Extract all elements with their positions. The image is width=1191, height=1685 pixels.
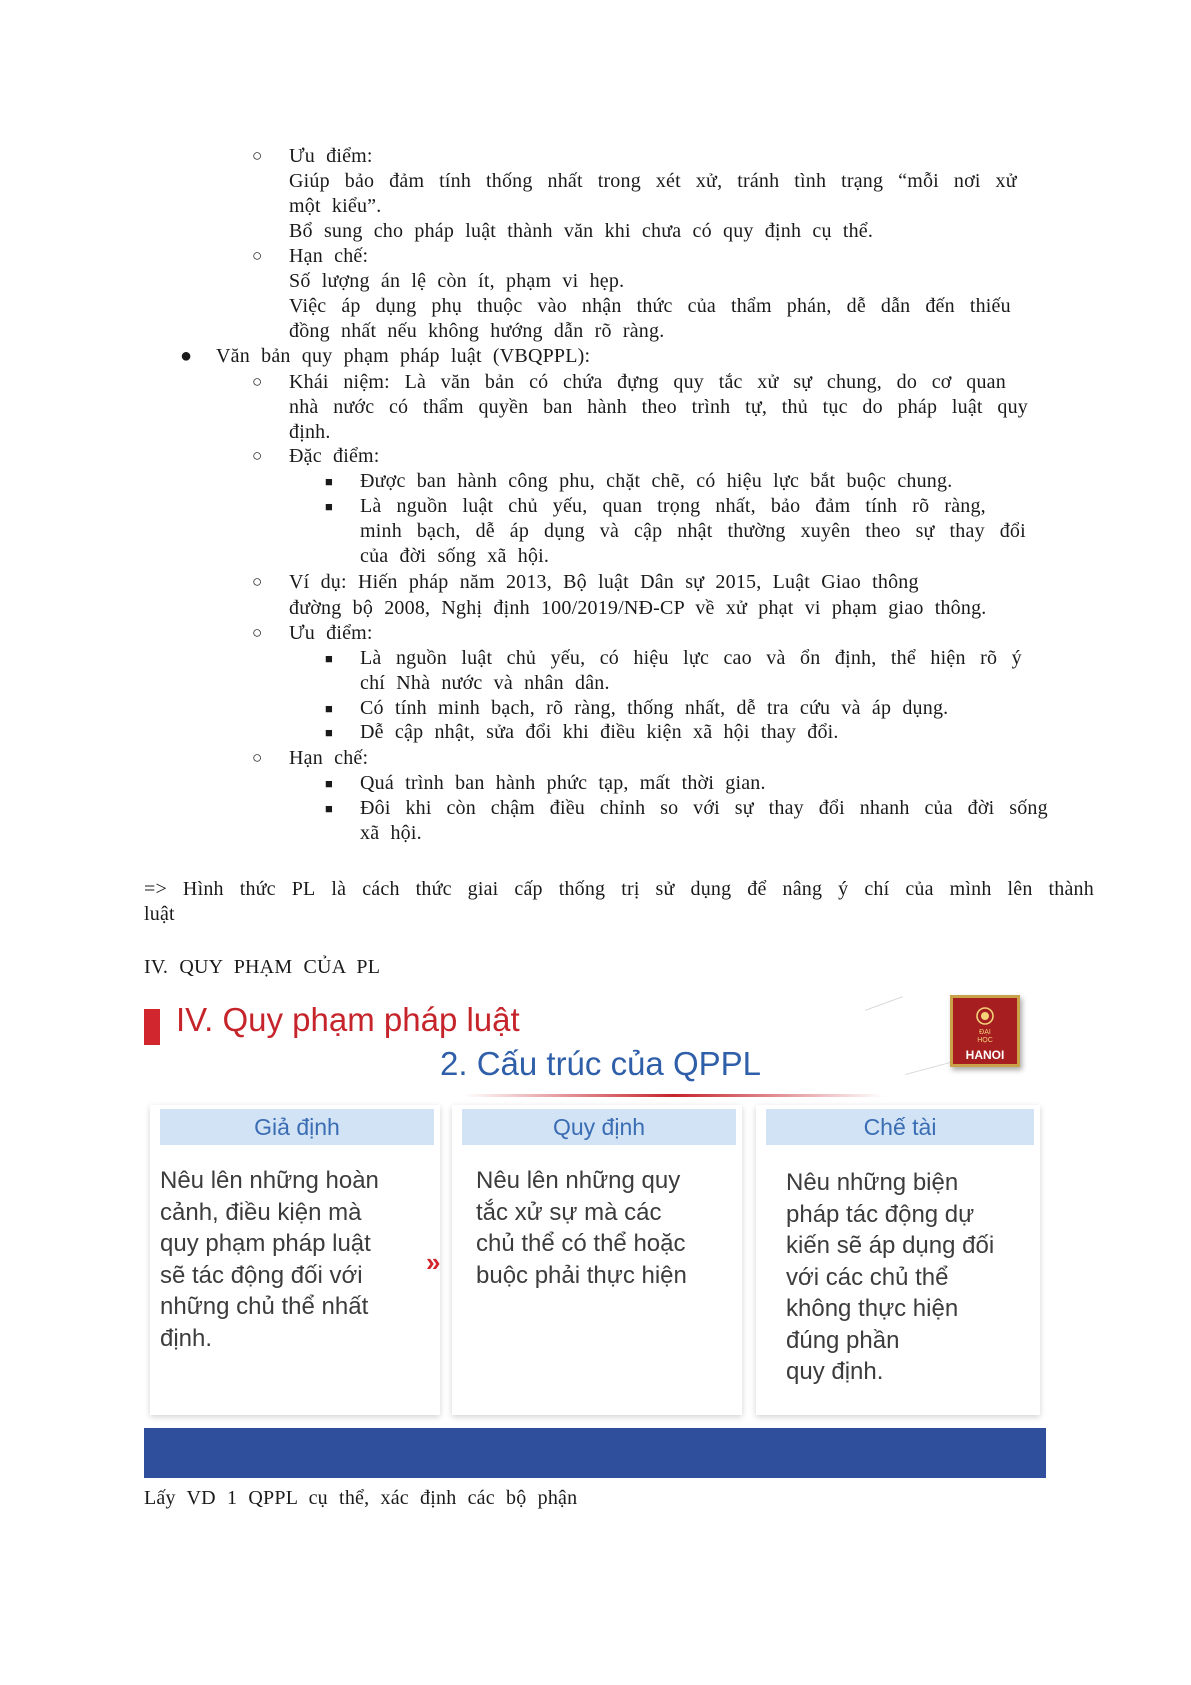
word: Là [404, 371, 427, 393]
uu-diem-vbqppl-label: Ưu điểm: [289, 622, 373, 644]
word: thức [415, 878, 452, 900]
word: theo [641, 396, 677, 418]
khai-niem-line-1 [289, 370, 1006, 394]
word: nguồn [395, 647, 447, 669]
word: Việc [289, 295, 327, 317]
word: nguồn [396, 495, 448, 517]
body-line: Nêu lên những hoàn [160, 1167, 379, 1194]
word: trong [597, 170, 641, 192]
square-bullet: ■ [325, 474, 333, 489]
vi-du-line-2: đường bộ 2008, Nghị định 100/2019/NĐ-CP về xử phạt vi phạm giao thông. [289, 597, 987, 619]
uu-diem-line-2: một kiểu”. [289, 195, 382, 217]
word: bảo [344, 170, 375, 192]
word: yếu, [552, 495, 588, 517]
word: quan [966, 371, 1006, 393]
word: dụng [375, 295, 417, 317]
word: tục [822, 396, 848, 418]
circle-bullet: ○ [252, 246, 263, 265]
word: cao [723, 647, 752, 669]
body-line: chủ thể có thể hoặc [476, 1230, 686, 1257]
word: thể [890, 647, 916, 669]
word: của [687, 295, 716, 317]
word: theo [865, 520, 901, 542]
square-bullet: ■ [325, 499, 333, 514]
word: tình [794, 170, 827, 192]
word: xử, [695, 170, 723, 192]
word: mình [949, 878, 992, 900]
word: phán, [786, 295, 832, 317]
square-bullet: ■ [325, 776, 333, 791]
word: đảm [389, 170, 425, 192]
chevron-right-icon: » [426, 1247, 441, 1277]
word: sự [915, 520, 935, 542]
han-che-item-1: Quá trình ban hành phức tạp, mất thời gian. [360, 772, 766, 794]
word: cấp [514, 878, 543, 900]
uu-diem-item-2: Có tính minh bạch, rõ ràng, thống nhất, dễ tra cứu và áp dụng. [360, 697, 949, 719]
slide-subtitle: 2. Cấu trúc của QPPL [440, 1045, 761, 1082]
word: quan [602, 495, 643, 517]
word: xử [995, 170, 1017, 192]
word: xuyên [800, 520, 851, 542]
word: nhất [547, 170, 583, 192]
word: đựng [617, 371, 659, 393]
slide-bottom-bar [144, 1428, 1046, 1478]
word: so [660, 797, 679, 819]
word: nơi [953, 170, 981, 192]
word: bản [484, 371, 515, 393]
word: áp [509, 520, 530, 542]
column-header: Quy định [462, 1109, 736, 1145]
word: Hình [182, 878, 224, 900]
column-body [786, 1167, 994, 1388]
word: ban [543, 396, 573, 418]
uu-diem-item-1-line-1 [360, 646, 1022, 670]
word: “mỗi [898, 170, 939, 192]
column-header: Giả định [160, 1109, 434, 1145]
square-bullet: ■ [325, 651, 333, 666]
word: Là [360, 647, 382, 669]
word: chỉnh [599, 797, 646, 819]
word: thủ [781, 396, 808, 418]
body-line: sẽ tác động đối với [160, 1261, 363, 1289]
word: chứa [563, 371, 603, 393]
word: do [862, 396, 883, 418]
word: tự, [745, 396, 768, 418]
word: bạch, [416, 520, 461, 542]
word: tránh [737, 170, 780, 192]
dac-diem-item-2-line-3: của đời sống xã hội. [360, 545, 550, 567]
word: nhận [581, 295, 622, 317]
word: chí [864, 878, 890, 900]
han-che-line-1: Số lượng án lệ còn ít, phạm vi hẹp. [289, 270, 625, 292]
word: do [896, 371, 918, 393]
body-line: buộc phải thực hiện [476, 1261, 687, 1289]
word: cập [633, 520, 663, 542]
word: thức [636, 295, 673, 317]
logo-hanoi-text: HANOI [965, 1048, 1005, 1062]
word: là [331, 878, 347, 900]
column-body [160, 1165, 379, 1354]
body-line: những chủ thể nhất [160, 1293, 369, 1320]
word: PL [291, 878, 316, 900]
word: thống [486, 170, 533, 192]
khai-niem-line-3: định. [289, 421, 331, 443]
word: đổi [999, 520, 1026, 542]
body-line: không thực hiện [786, 1295, 959, 1322]
han-che-item-2-line-1 [360, 796, 1048, 820]
word: xử [757, 371, 779, 393]
word: chủ [508, 495, 538, 517]
word: đổi [818, 797, 845, 819]
word: nhanh [859, 797, 910, 819]
word: thiếu [969, 295, 1011, 317]
square-bullet: ■ [325, 701, 333, 716]
body-line: định. [160, 1324, 213, 1352]
body-line: với các chủ thể [786, 1263, 949, 1291]
word: trình [691, 396, 731, 418]
word: chung, [826, 371, 882, 393]
conclusion-line-2: luật [144, 903, 175, 925]
uu-diem-item-3: Dễ cập nhật, sửa đổi khi điều kiện xã hội thay đổi. [360, 721, 839, 743]
word: vào [537, 295, 567, 317]
word: tính [439, 170, 472, 192]
word: và [766, 647, 786, 669]
word: nước [333, 396, 375, 418]
word: luật [461, 647, 493, 669]
word: chậm [490, 797, 535, 819]
word: tắc [718, 371, 743, 393]
word: nâng [782, 878, 823, 900]
body-line: cảnh, điều kiện mà [160, 1198, 362, 1226]
word: lên [1007, 878, 1033, 900]
uu-diem-item-1-line-2: chí Nhà nước và nhân dân. [360, 672, 610, 694]
slide-title: IV. Quy phạm pháp luật [176, 1001, 520, 1038]
word: xét [655, 170, 681, 192]
word: ý [1011, 647, 1022, 669]
word: lực [683, 647, 710, 669]
word: dẫn [880, 295, 911, 317]
word: dụng [690, 878, 732, 900]
word: sống [1009, 797, 1048, 819]
word: phụ [431, 295, 463, 317]
dac-diem-item-2-line-1 [360, 494, 986, 518]
word: thường [727, 520, 786, 542]
structure-column-quy-dinh [452, 1105, 742, 1415]
word: bảo [770, 495, 801, 517]
word: quyền [478, 396, 529, 418]
word: Khái [289, 371, 329, 393]
vi-du-line-1: Ví dụ: Hiến pháp năm 2013, Bộ luật Dân sự 2015, Luật Giao thông [289, 571, 919, 593]
word: niệm: [343, 371, 390, 393]
example-caption: Lấy VD 1 QPPL cụ thể, xác định các bộ phận [144, 1487, 578, 1509]
structure-column-che-tai [756, 1105, 1040, 1415]
title-accent-bar [144, 1009, 160, 1045]
word: văn [440, 371, 471, 393]
body-line: Nêu lên những quy [476, 1167, 681, 1194]
word: khi [405, 797, 432, 819]
dac-diem-item-1: Được ban hành công phu, chặt chẽ, có hiệu lực bắt buộc chung. [360, 470, 953, 492]
word: đảm [815, 495, 851, 517]
circle-bullet: ○ [252, 146, 263, 165]
circle-bullet: ○ [252, 748, 263, 767]
word: hiện [930, 647, 966, 669]
word: dễ [846, 295, 866, 317]
dac-diem-item-2-line-2 [360, 519, 1026, 543]
body-line: tắc xử sự mà các [476, 1198, 662, 1226]
body-line: quy phạm pháp luật [160, 1230, 371, 1257]
word: ổn [800, 647, 821, 669]
logo-text-line-1: ĐẠI [979, 1029, 991, 1036]
word: thẩm [730, 295, 772, 317]
word: áp [341, 295, 361, 317]
uu-diem-line-1 [289, 169, 1017, 193]
word: thành [1048, 878, 1094, 900]
word: có [388, 396, 409, 418]
word: trọng [657, 495, 701, 517]
word: yếu, [550, 647, 586, 669]
word: với [693, 797, 720, 819]
word: hành [587, 396, 627, 418]
body-line: pháp tác động dự [786, 1200, 975, 1228]
word: sử [655, 878, 675, 900]
word: và [599, 520, 620, 542]
word: ràng, [944, 495, 986, 517]
circle-bullet: ○ [252, 623, 263, 642]
circle-bullet: ○ [252, 572, 263, 591]
word: trạng [841, 170, 884, 192]
body-line: quy định. [786, 1358, 884, 1385]
word: định, [834, 647, 877, 669]
body-line: kiến sẽ áp dụng đối [786, 1232, 995, 1259]
body-line: đúng phần [786, 1326, 900, 1354]
uu-diem-line-3: Bổ sung cho pháp luật thành văn khi chưa có quy định cụ thể. [289, 220, 874, 242]
word: hiệu [633, 647, 669, 669]
han-che-vbqppl-label: Hạn chế: [289, 747, 369, 769]
khai-niem-line-2 [289, 395, 1028, 419]
word: cách [362, 878, 400, 900]
word: quy [997, 396, 1028, 418]
word: => [144, 878, 167, 900]
vbqppl-heading: Văn bản quy phạm pháp luật (VBQPPL): [216, 345, 591, 367]
han-che-line-2 [289, 294, 1011, 318]
word: giai [467, 878, 499, 900]
word: luật [951, 396, 983, 418]
column-body [476, 1165, 687, 1291]
university-logo [950, 995, 1020, 1067]
word: chủ [506, 647, 537, 669]
word: pháp [897, 396, 938, 418]
word: Đôi [360, 797, 391, 819]
square-bullet: ■ [325, 725, 333, 740]
circle-bullet: ○ [252, 446, 263, 465]
word: đến [925, 295, 955, 317]
word: rõ [912, 495, 930, 517]
word: dụng [544, 520, 585, 542]
dac-diem-label: Đặc điểm: [289, 445, 380, 467]
word: ý [838, 878, 849, 900]
word: sự [793, 371, 813, 393]
word: của [905, 878, 934, 900]
square-bullet: ■ [325, 801, 333, 816]
word: trị [621, 878, 640, 900]
logo-text-line-2: HỌC [977, 1037, 993, 1044]
word: để [747, 878, 767, 900]
word: luật [462, 495, 494, 517]
slide-image [144, 985, 1046, 1482]
word: có [599, 647, 620, 669]
uu-diem-label: Ưu điểm: [289, 145, 373, 167]
word: điều [549, 797, 585, 819]
word: thuộc [477, 295, 523, 317]
word: có [529, 371, 549, 393]
word: thay [768, 797, 804, 819]
word: nhà [289, 396, 319, 418]
word: thức [239, 878, 276, 900]
word: nhật [677, 520, 713, 542]
word: thay [949, 520, 985, 542]
word: minh [360, 520, 402, 542]
word: còn [446, 797, 476, 819]
word: Giúp [289, 170, 330, 192]
word: Là [360, 495, 382, 517]
word: dễ [475, 520, 495, 542]
word: sự [734, 797, 754, 819]
han-che-line-3: đồng nhất nếu không hướng dẫn rõ ràng. [289, 320, 665, 342]
word: của [924, 797, 953, 819]
decor-line [865, 996, 903, 1011]
emblem-icon [975, 1006, 995, 1026]
han-che-item-2-line-2: xã hội. [360, 822, 422, 844]
word: thẩm [422, 396, 464, 418]
han-che-label: Hạn chế: [289, 245, 369, 267]
column-header: Chế tài [766, 1109, 1034, 1145]
conclusion-line-1 [144, 877, 1094, 901]
word: rõ [980, 647, 998, 669]
body-line: Nêu những biện [786, 1169, 959, 1196]
subtitle-underline [464, 1094, 884, 1097]
structure-column-gia-dinh [150, 1105, 440, 1415]
disc-bullet: ● [180, 345, 193, 367]
section-heading: IV. QUY PHẠM CỦA PL [144, 956, 381, 978]
word: đời [967, 797, 995, 819]
word: thống [558, 878, 606, 900]
word: nhất, [715, 495, 756, 517]
circle-bullet: ○ [252, 372, 263, 391]
word: quy [673, 371, 705, 393]
word: tính [865, 495, 898, 517]
word: cơ [931, 371, 952, 393]
